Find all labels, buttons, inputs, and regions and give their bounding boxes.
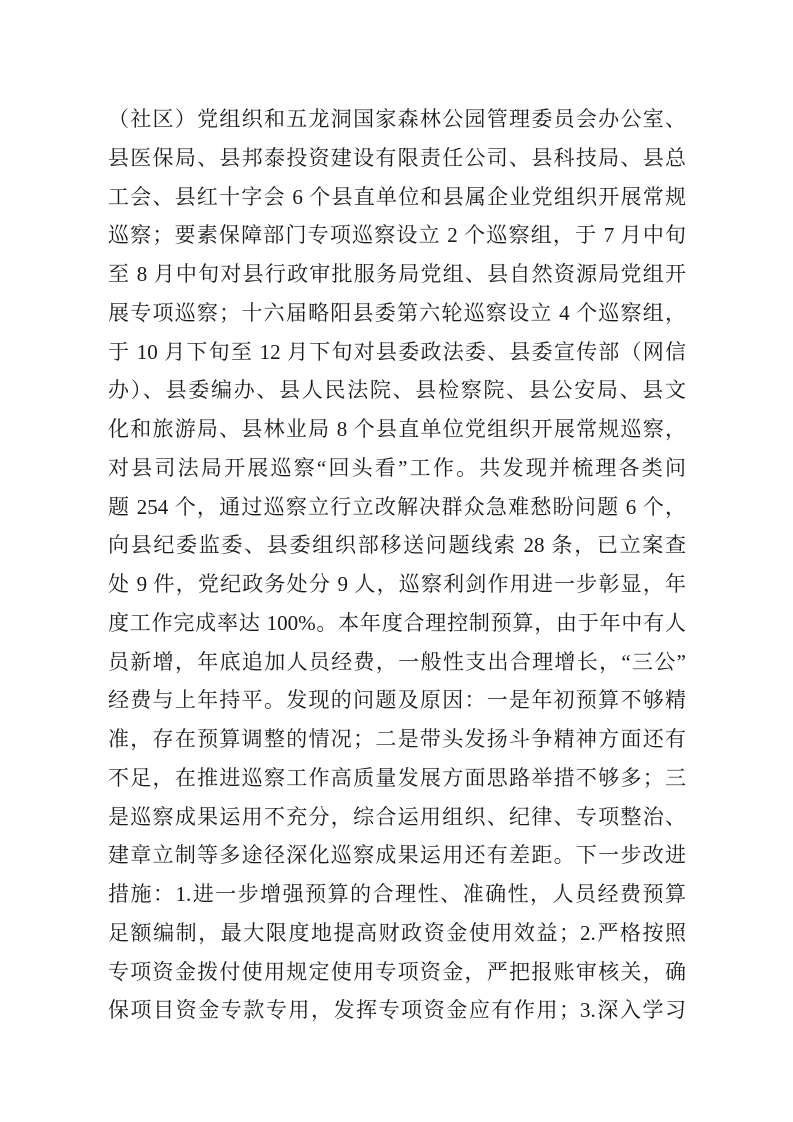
text-line: 足额编制，最大限度地提高财政资金使用效益；2.严格按照 <box>108 920 686 945</box>
text-line: 巡察；要素保障部门专项巡察设立 2 个巡察组，于 7 月中旬 <box>108 223 686 248</box>
body-text-block <box>108 100 686 1030</box>
text-line: 于 10 月下旬至 12 月下旬对县委政法委、县委宣传部（网信 <box>108 339 686 364</box>
text-line: 度工作完成率达 100%。本年度合理控制预算，由于年中有人 <box>108 610 686 635</box>
text-line: 不足，在推进巡察工作高质量发展方面思路举措不够多；三 <box>108 765 686 790</box>
text-line: 办）、县委编办、县人民法院、县检察院、县公安局、县文 <box>108 378 686 403</box>
text-line: 经费与上年持平。发现的问题及原因：一是年初预算不够精 <box>108 688 686 713</box>
text-line: 准，存在预算调整的情况；二是带头发扬斗争精神方面还有 <box>108 727 686 751</box>
text-line: 处 9 件，党纪政务处分 9 人，巡察利剑作用进一步彰显，年 <box>108 572 686 596</box>
text-line: 措施：1.进一步增强预算的合理性、准确性，人员经费预算 <box>108 882 686 906</box>
text-line: 化和旅游局、县林业局 8 个县直单位党组织开展常规巡察， <box>108 417 686 441</box>
text-line: 至 8 月中旬对县行政审批服务局党组、县自然资源局党组开 <box>108 262 686 286</box>
text-line: 题 254 个，通过巡察立行立改解决群众急难愁盼问题 6 个， <box>108 494 686 519</box>
text-line: （社区）党组织和五龙洞国家森林公园管理委员会办公室、 <box>108 107 686 131</box>
text-line: 建章立制等多途径深化巡察成果运用还有差距。下一步改进 <box>108 843 686 868</box>
text-line: 是巡察成果运用不充分，综合运用组织、纪律、专项整治、 <box>108 804 686 829</box>
text-line: 县医保局、县邦泰投资建设有限责任公司、县科技局、县总 <box>108 145 686 170</box>
text-line: 保项目资金专款专用，发挥专项资金应有作用；3.深入学习 <box>108 998 686 1023</box>
text-line: 向县纪委监委、县委组织部移送问题线索 28 条，已立案查 <box>108 533 686 558</box>
text-line: 专项资金拨付使用规定使用专项资金，严把报账审核关，确 <box>108 959 686 984</box>
text-line: 展专项巡察；十六届略阳县委第六轮巡察设立 4 个巡察组， <box>108 300 686 325</box>
text-line: 对县司法局开展巡察“回头看”工作。共发现并梳理各类问 <box>108 455 686 480</box>
text-line: 员新增，年底追加人员经费，一般性支出合理增长，“三公” <box>108 649 686 674</box>
text-line: 工会、县红十字会 6 个县直单位和县属企业党组织开展常规 <box>108 184 686 209</box>
